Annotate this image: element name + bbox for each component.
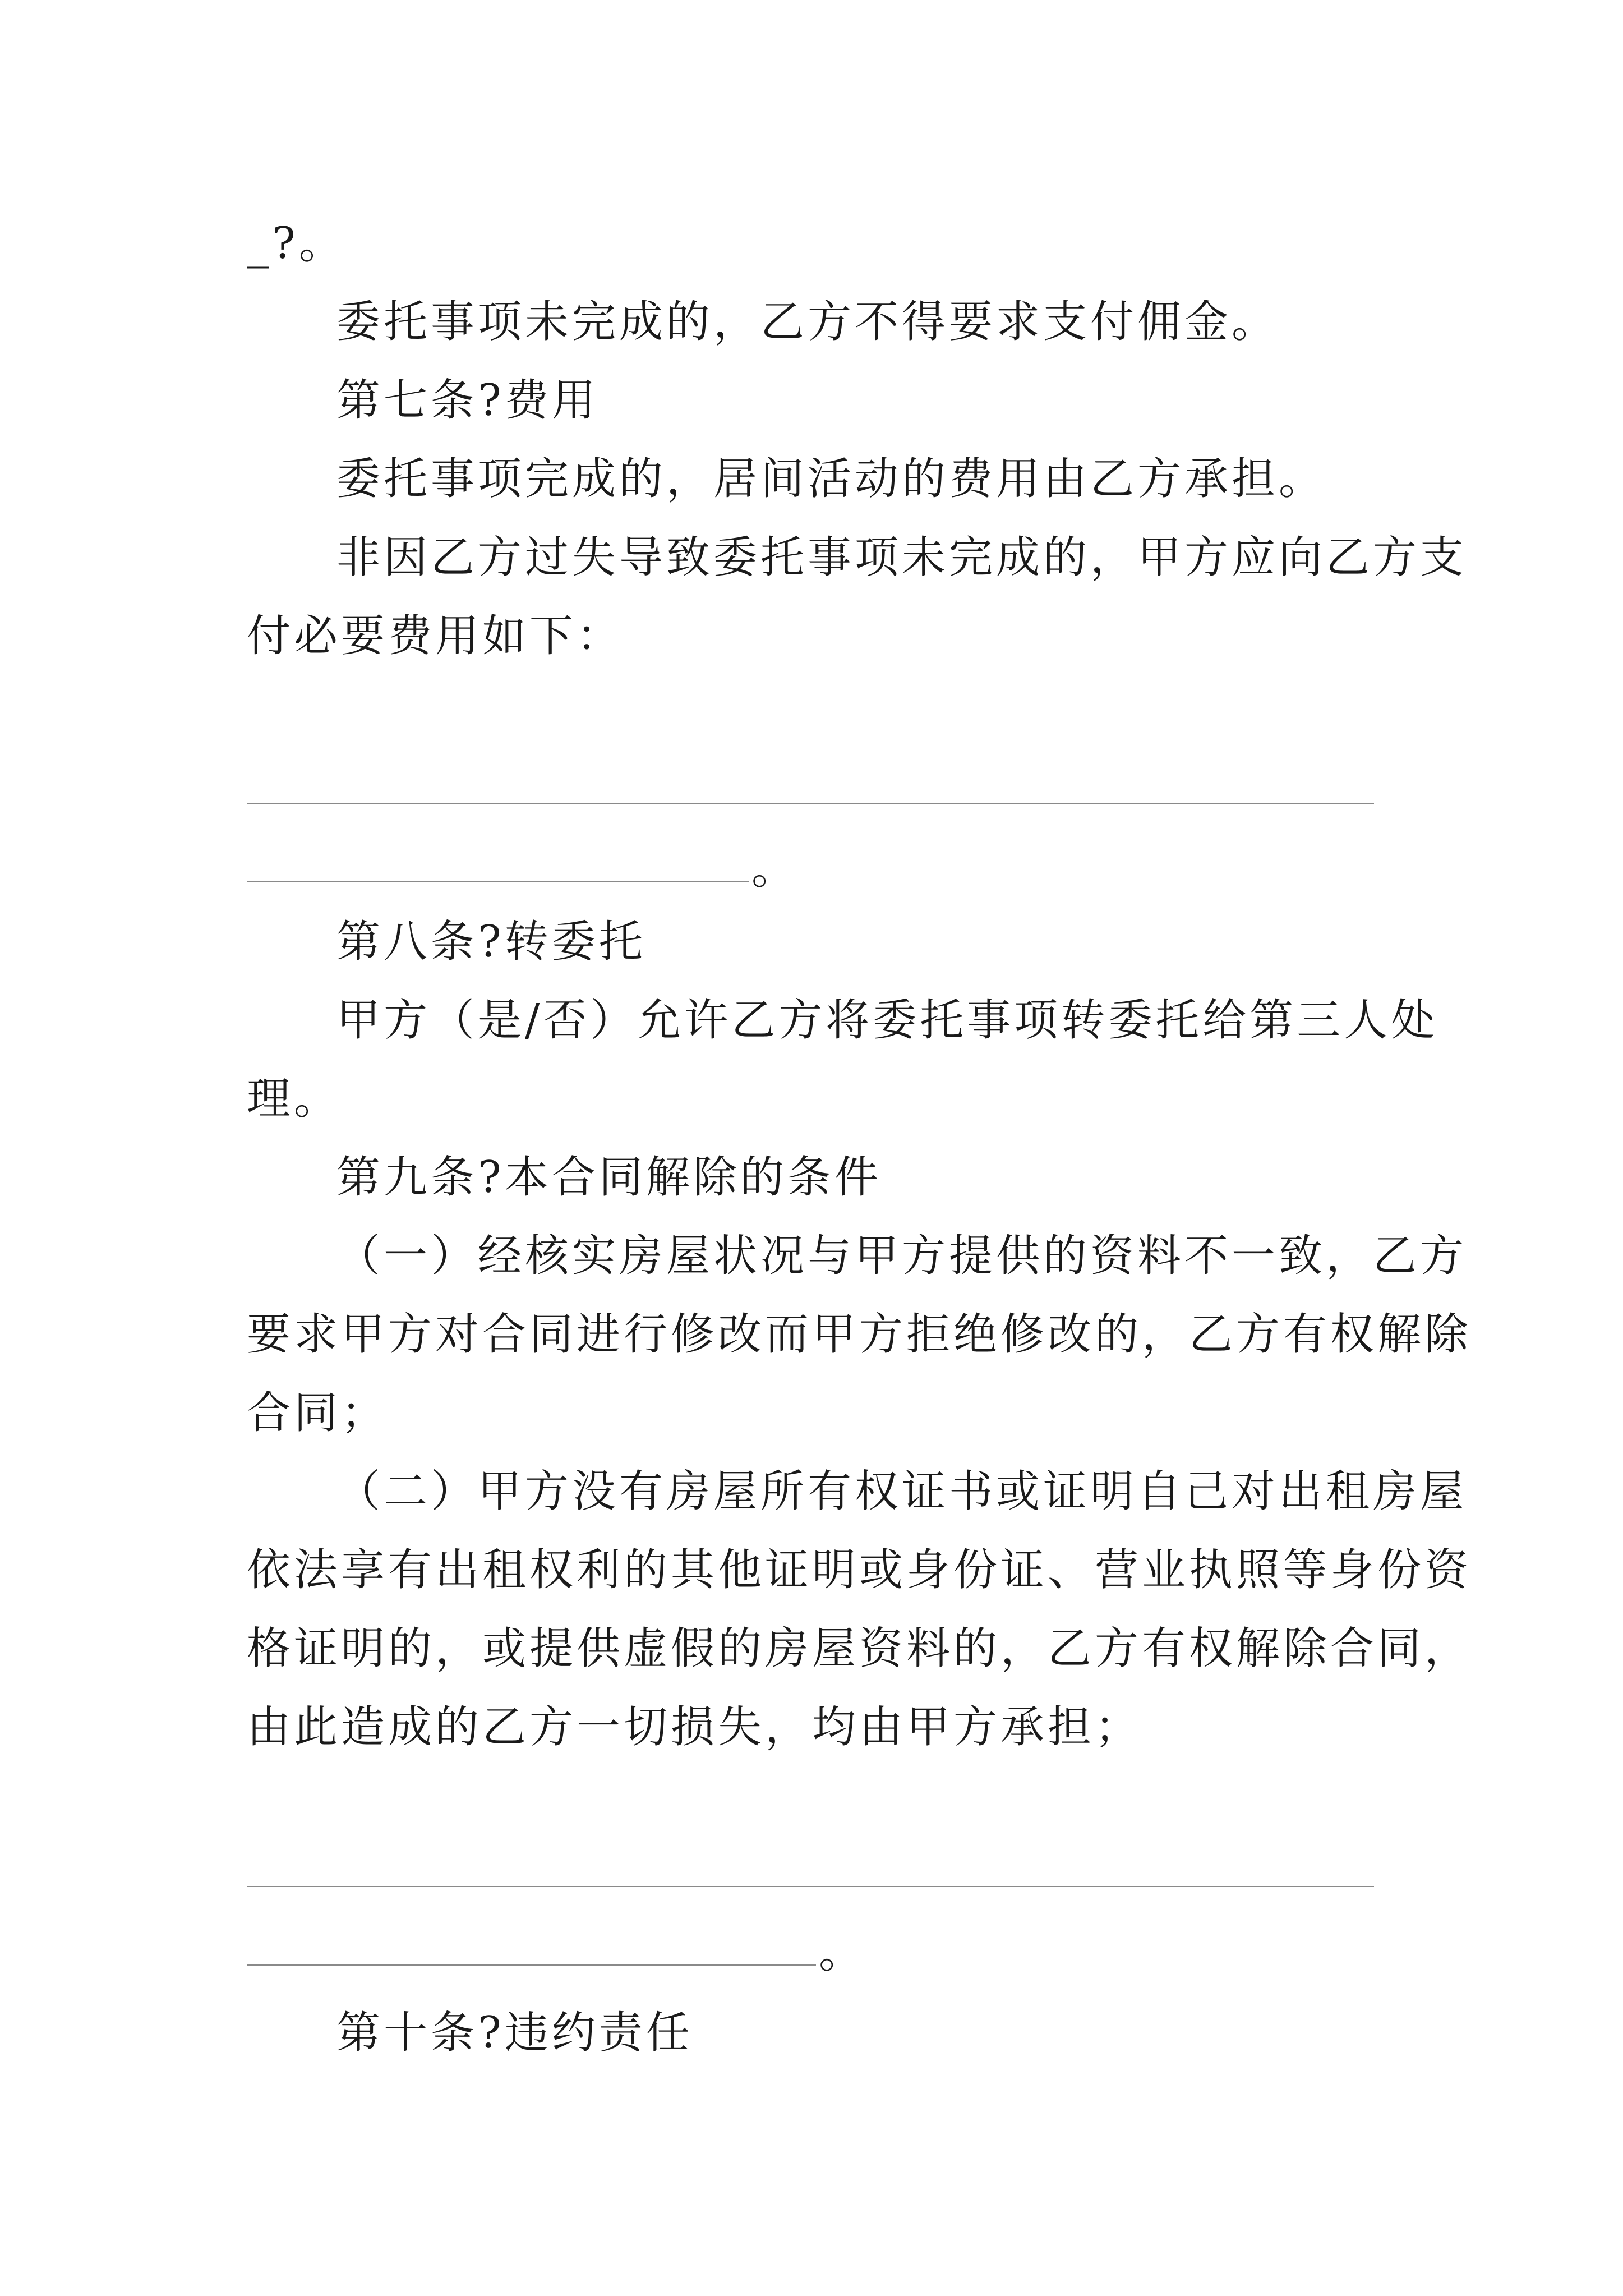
- text-line: 理。: [247, 1074, 342, 1124]
- fill-in-blank-line: [247, 1964, 816, 1966]
- text-line: 要求甲方对合同进行修改而甲方拒绝修改的，乙方有权解除: [247, 1309, 1472, 1360]
- article-heading: 第十条?违约责任: [336, 2008, 693, 2058]
- text-line: （一）经核实房屋状况与甲方提供的资料不一致，乙方: [336, 1231, 1468, 1281]
- blank-end-mark: 。: [751, 844, 796, 894]
- text-line: _?。: [247, 218, 346, 269]
- text-line: 付必要费用如下：: [247, 611, 624, 661]
- text-line: 依法享有出租权利的其他证明或身份证、营业执照等身份资: [247, 1545, 1472, 1595]
- text-line: 格证明的，或提供虚假的房屋资料的，乙方有权解除合同，: [247, 1623, 1472, 1674]
- text-line: 由此造成的乙方一切损失，均由甲方承担；: [247, 1702, 1142, 1752]
- text-line: 委托事项完成的，居间活动的费用由乙方承担。: [336, 454, 1326, 504]
- article-heading: 第九条?本合同解除的条件: [336, 1152, 882, 1203]
- text-line: （二）甲方没有房屋所有权证书或证明自己对出租房屋: [336, 1466, 1468, 1517]
- fill-in-blank-line: [247, 803, 1374, 804]
- text-line: 委托事项未完成的，乙方不得要求支付佣金。: [336, 297, 1279, 347]
- blank-end-mark: 。: [819, 1927, 863, 1978]
- text-line: 甲方（是/否）允许乙方将委托事项转委托给第三人处: [336, 995, 1438, 1046]
- text-line: 合同；: [247, 1388, 389, 1438]
- article-heading: 第七条?费用: [336, 375, 599, 426]
- fill-in-blank-line: [247, 1886, 1374, 1887]
- fill-in-blank-line: [247, 881, 749, 882]
- text-line: 非因乙方过失导致委托事项未完成的，甲方应向乙方支: [336, 532, 1468, 583]
- article-heading: 第八条?转委托: [336, 917, 646, 967]
